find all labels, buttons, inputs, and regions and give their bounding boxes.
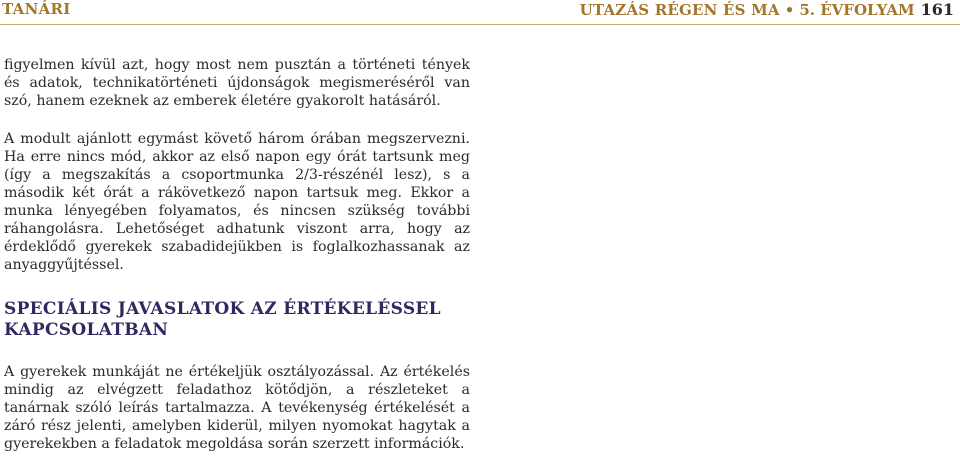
page-number: 161 [920, 0, 954, 19]
header-rule [0, 24, 960, 25]
header-right-group [580, 0, 954, 19]
paragraph-2-text: A modult ajánlott egymást követő három órában megszervezni. Ha erre nincs mód, akkor az első napon egy órát tartsunk meg (így a megszakítás a csoportmunka 2/3-részénél lesz), s a második két órát a rákövetkező napon tartsuk meg. Ekkor a munka lényegében folyamatos, és nincsen szükség további ráhangolásra. Lehetőséget adhatunk viszont arra, hogy az érdeklődő gyerekek szabadidejükben is foglalkozhassanak az anyaggyűjtéssel. [4, 131, 470, 273]
header-grade: 5. ÉVFOLYAM [799, 1, 915, 19]
paragraph-evaluation [4, 363, 470, 453]
section-heading: SPECIÁLIS JAVASLATOK AZ ÉRTÉKELÉSSEL KAPCSOLATBAN [4, 299, 441, 340]
header-separator: • [784, 1, 795, 19]
paragraph-continuation [4, 56, 470, 110]
running-header [0, 0, 960, 22]
header-left-label: TANÁRI [2, 0, 71, 18]
paragraph-1-text: figyelmen kívül azt, hogy most nem pusztán a történeti tények és adatok, technikatörténeti újdonságok megismeréséről van szó, hanem ezeknek az emberek életére gyakorolt hatásáról. [4, 57, 470, 109]
header-title: UTAZÁS RÉGEN ÉS MA [579, 1, 780, 19]
paragraph-3-text: A gyerekek munkáját ne értékeljük osztályozással. Az értékelés mindig az elvégzett feladathoz kötődjön, a részleteket a tanárnak szóló leírás tartalmazza. A tevékenység értékelését a záró rész jelenti, amelyben kiderül, milyen nyomokat hagytak a gyerekekben a feladatok megoldása során szerzett információk. [4, 364, 470, 452]
paragraph-scheduling [4, 130, 470, 274]
